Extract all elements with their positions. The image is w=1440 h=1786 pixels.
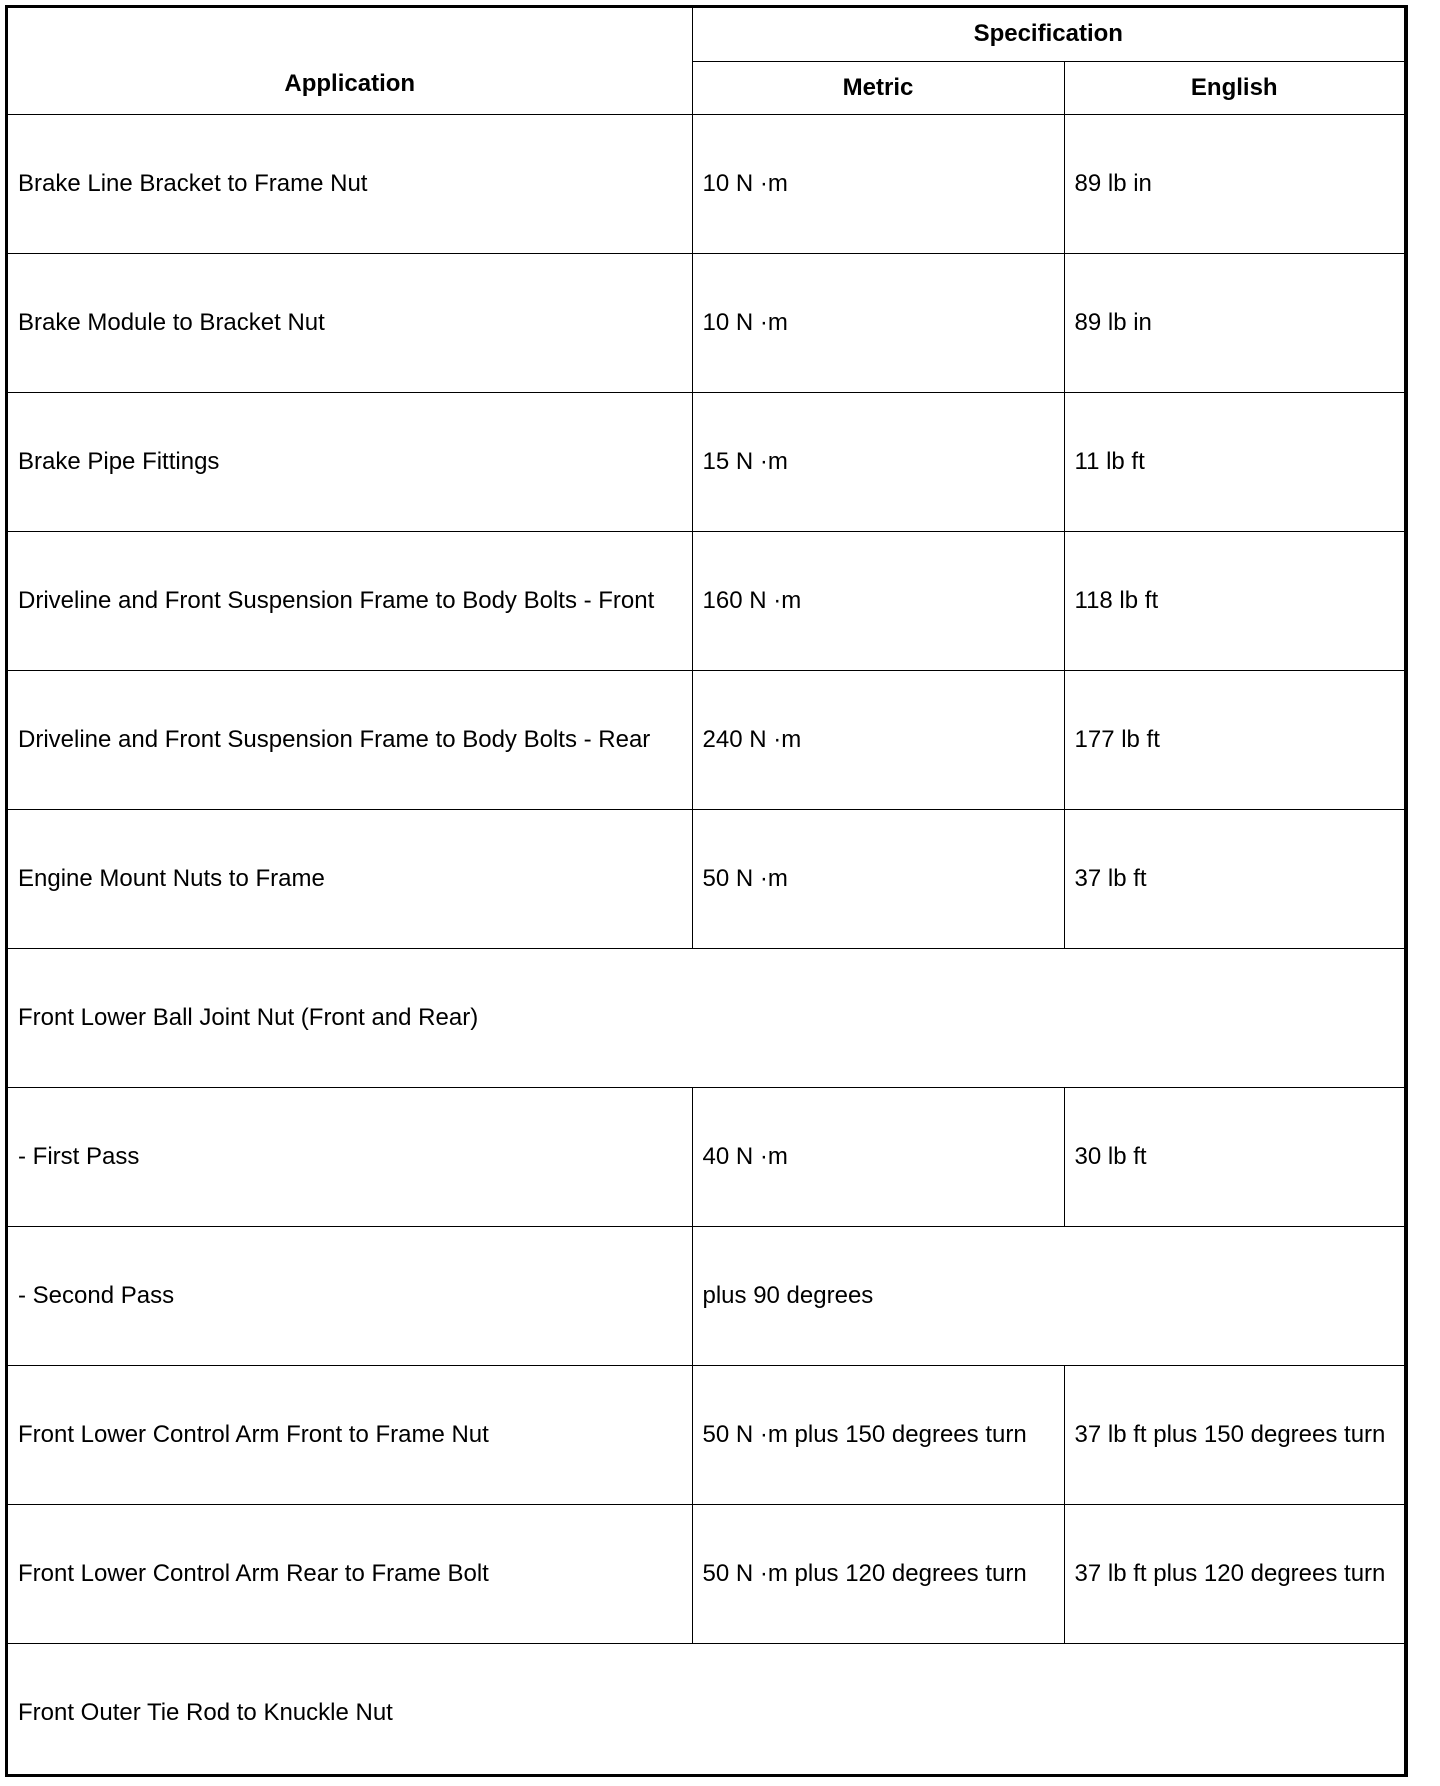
application-cell: Brake Pipe Fittings — [8, 392, 692, 531]
table-row — [8, 392, 1404, 531]
application-cell: - First Pass — [8, 1087, 692, 1226]
application-header: Application — [8, 8, 692, 114]
table-row — [8, 670, 1404, 809]
english-cell: 37 lb ft plus 120 degrees turn — [1064, 1504, 1404, 1643]
specification-header: Specification — [692, 8, 1404, 61]
english-cell: 177 lb ft — [1064, 670, 1404, 809]
english-cell: 37 lb ft plus 150 degrees turn — [1064, 1365, 1404, 1504]
english-header: English — [1064, 61, 1404, 114]
table-row — [8, 1504, 1404, 1643]
application-cell: Engine Mount Nuts to Frame — [8, 809, 692, 948]
metric-cell: 15 N ·m — [692, 392, 1064, 531]
metric-header: Metric — [692, 61, 1064, 114]
english-cell: 118 lb ft — [1064, 531, 1404, 670]
metric-cell: 50 N ·m plus 120 degrees turn — [692, 1504, 1064, 1643]
table-row — [8, 114, 1404, 253]
specification-sheet — [5, 5, 1408, 1777]
metric-cell: 10 N ·m — [692, 253, 1064, 392]
application-cell: Brake Module to Bracket Nut — [8, 253, 692, 392]
table-row — [8, 809, 1404, 948]
metric-cell: 160 N ·m — [692, 531, 1064, 670]
metric-cell: 50 N ·m plus 150 degrees turn — [692, 1365, 1064, 1504]
application-group-cell: Front Outer Tie Rod to Knuckle Nut — [8, 1643, 1404, 1782]
metric-cell: 10 N ·m — [692, 114, 1064, 253]
metric-cell: 40 N ·m — [692, 1087, 1064, 1226]
specification-cell: plus 90 degrees — [692, 1226, 1404, 1365]
table-row — [8, 1087, 1404, 1226]
english-cell: 89 lb in — [1064, 253, 1404, 392]
application-cell: Brake Line Bracket to Frame Nut — [8, 114, 692, 253]
table-row-group-heading — [8, 948, 1404, 1087]
english-cell: 89 lb in — [1064, 114, 1404, 253]
table-row — [8, 1226, 1404, 1365]
application-cell: Driveline and Front Suspension Frame to Body Bolts - Front — [8, 531, 692, 670]
application-cell: Front Lower Control Arm Front to Frame Nut — [8, 1365, 692, 1504]
torque-specification-table — [8, 8, 1404, 1782]
table-row — [8, 531, 1404, 670]
english-cell: 37 lb ft — [1064, 809, 1404, 948]
table-row — [8, 253, 1404, 392]
application-cell: - Second Pass — [8, 1226, 692, 1365]
table-row — [8, 1365, 1404, 1504]
metric-cell: 50 N ·m — [692, 809, 1064, 948]
english-cell: 30 lb ft — [1064, 1087, 1404, 1226]
application-cell: Driveline and Front Suspension Frame to Body Bolts - Rear — [8, 670, 692, 809]
english-cell: 11 lb ft — [1064, 392, 1404, 531]
application-group-cell: Front Lower Ball Joint Nut (Front and Rear) — [8, 948, 1404, 1087]
metric-cell: 240 N ·m — [692, 670, 1064, 809]
header-row-1 — [8, 8, 1404, 61]
table-row-group-heading — [8, 1643, 1404, 1782]
application-cell: Front Lower Control Arm Rear to Frame Bolt — [8, 1504, 692, 1643]
